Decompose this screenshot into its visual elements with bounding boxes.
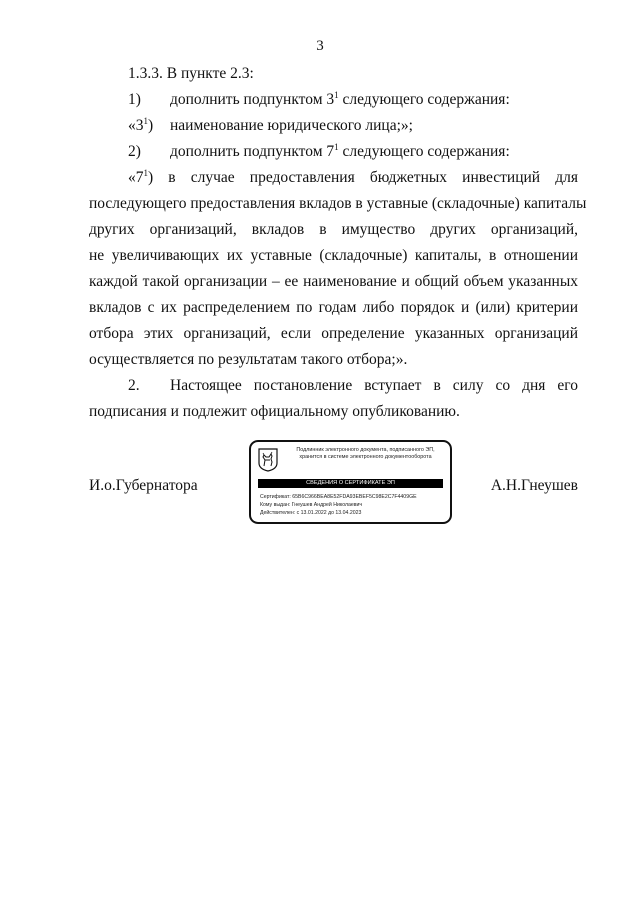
clause-2-line-1: Настоящее постановление вступает в силу со дня его [170, 377, 578, 394]
subitem-7-1-close: ) [148, 169, 154, 186]
stamp-issued-row [260, 502, 362, 509]
stamp-certificate-label: Сертификат: [260, 494, 291, 500]
stamp-header [283, 447, 448, 461]
page-number: 3 [316, 38, 324, 54]
list-marker-2: 2) [128, 143, 141, 160]
list-marker-1: 1) [128, 91, 141, 108]
list-item-1-post: следующего содержания: [338, 91, 510, 108]
word: предоставления [249, 169, 355, 186]
word: в [168, 169, 176, 186]
list-item-1-pre: дополнить подпунктом 3 [170, 91, 335, 108]
clause-1-3-3: 1.3.3. В пункте 2.3: [128, 65, 254, 82]
stamp-header-line-2: хранится в системе электронного документооборота [299, 454, 432, 460]
stamp-issued-value: Гнеушев Андрей Николаевич [291, 502, 363, 508]
subitem-3-1-sup: 1 [143, 116, 148, 126]
paragraph-line: вкладов с их распределением по годам либо порядок и (или) критерии [89, 299, 578, 316]
subitem-7-1-sup: 1 [143, 168, 148, 178]
subitem-3-1-open: «3 [128, 117, 144, 134]
paragraph-line: не увеличивающих их уставные (складочные) капиталы, в отношении [89, 247, 578, 264]
stamp-issued-label: Кому выдан: [260, 502, 291, 508]
clause-2-line-2: подписания и подлежит официальному опубликованию. [89, 403, 460, 420]
list-item-1-text [170, 91, 510, 109]
stamp-certificate-value: 65B6C966BEA8E52FDA93EBEF5C98E2C7F4409GE [292, 494, 417, 500]
e-signature-stamp [249, 440, 452, 524]
stamp-title-bar: СВЕДЕНИЯ О СЕРТИФИКАТЕ ЭП [258, 479, 443, 488]
subitem-3-1-marker [128, 117, 153, 135]
subitem-7-1-first-line [128, 169, 578, 187]
stamp-header-line-1: Подлинник электронного документа, подписанного ЭП, [296, 447, 435, 453]
paragraph-line: других организаций, вкладов в имущество других организаций, [89, 221, 578, 238]
subitem-7-1-marker [128, 169, 153, 187]
list-item-2-sup: 1 [334, 142, 339, 152]
paragraph-line-last: осуществляется по результатам такого отбора;». [89, 351, 408, 368]
list-item-1-sup: 1 [334, 90, 339, 100]
paragraph-line: каждой такой организации – ее наименование и общий объем указанных [89, 273, 578, 290]
word: инвестиций [462, 169, 541, 186]
signatory-name: А.Н.Гнеушев [490, 477, 578, 494]
paragraph-line: последующего предоставления вкладов в уставные (складочные) капиталы [89, 195, 587, 212]
list-item-2-pre: дополнить подпунктом 7 [170, 143, 335, 160]
paragraph-line: отбора этих организаций, если определение указанных организаций [89, 325, 578, 342]
word: случае [190, 169, 235, 186]
subitem-7-1-open: «7 [128, 169, 144, 186]
list-item-2-post: следующего содержания: [338, 143, 510, 160]
stamp-certificate-row [260, 494, 417, 501]
subitem-3-1-close: ) [148, 117, 154, 134]
stamp-valid-label: Действителен: [260, 510, 296, 516]
clause-2-number: 2. [128, 377, 140, 394]
signatory-position: И.о.Губернатора [89, 477, 198, 494]
stamp-valid-row [260, 510, 361, 517]
deer-emblem-icon [258, 448, 278, 472]
stamp-valid-value: с 13.01.2022 до 13.04.2023 [296, 510, 362, 516]
list-item-2-text [170, 143, 510, 161]
subitem-3-1-text: наименование юридического лица;»; [170, 117, 413, 134]
word: для [555, 169, 578, 186]
word: бюджетных [369, 169, 448, 186]
